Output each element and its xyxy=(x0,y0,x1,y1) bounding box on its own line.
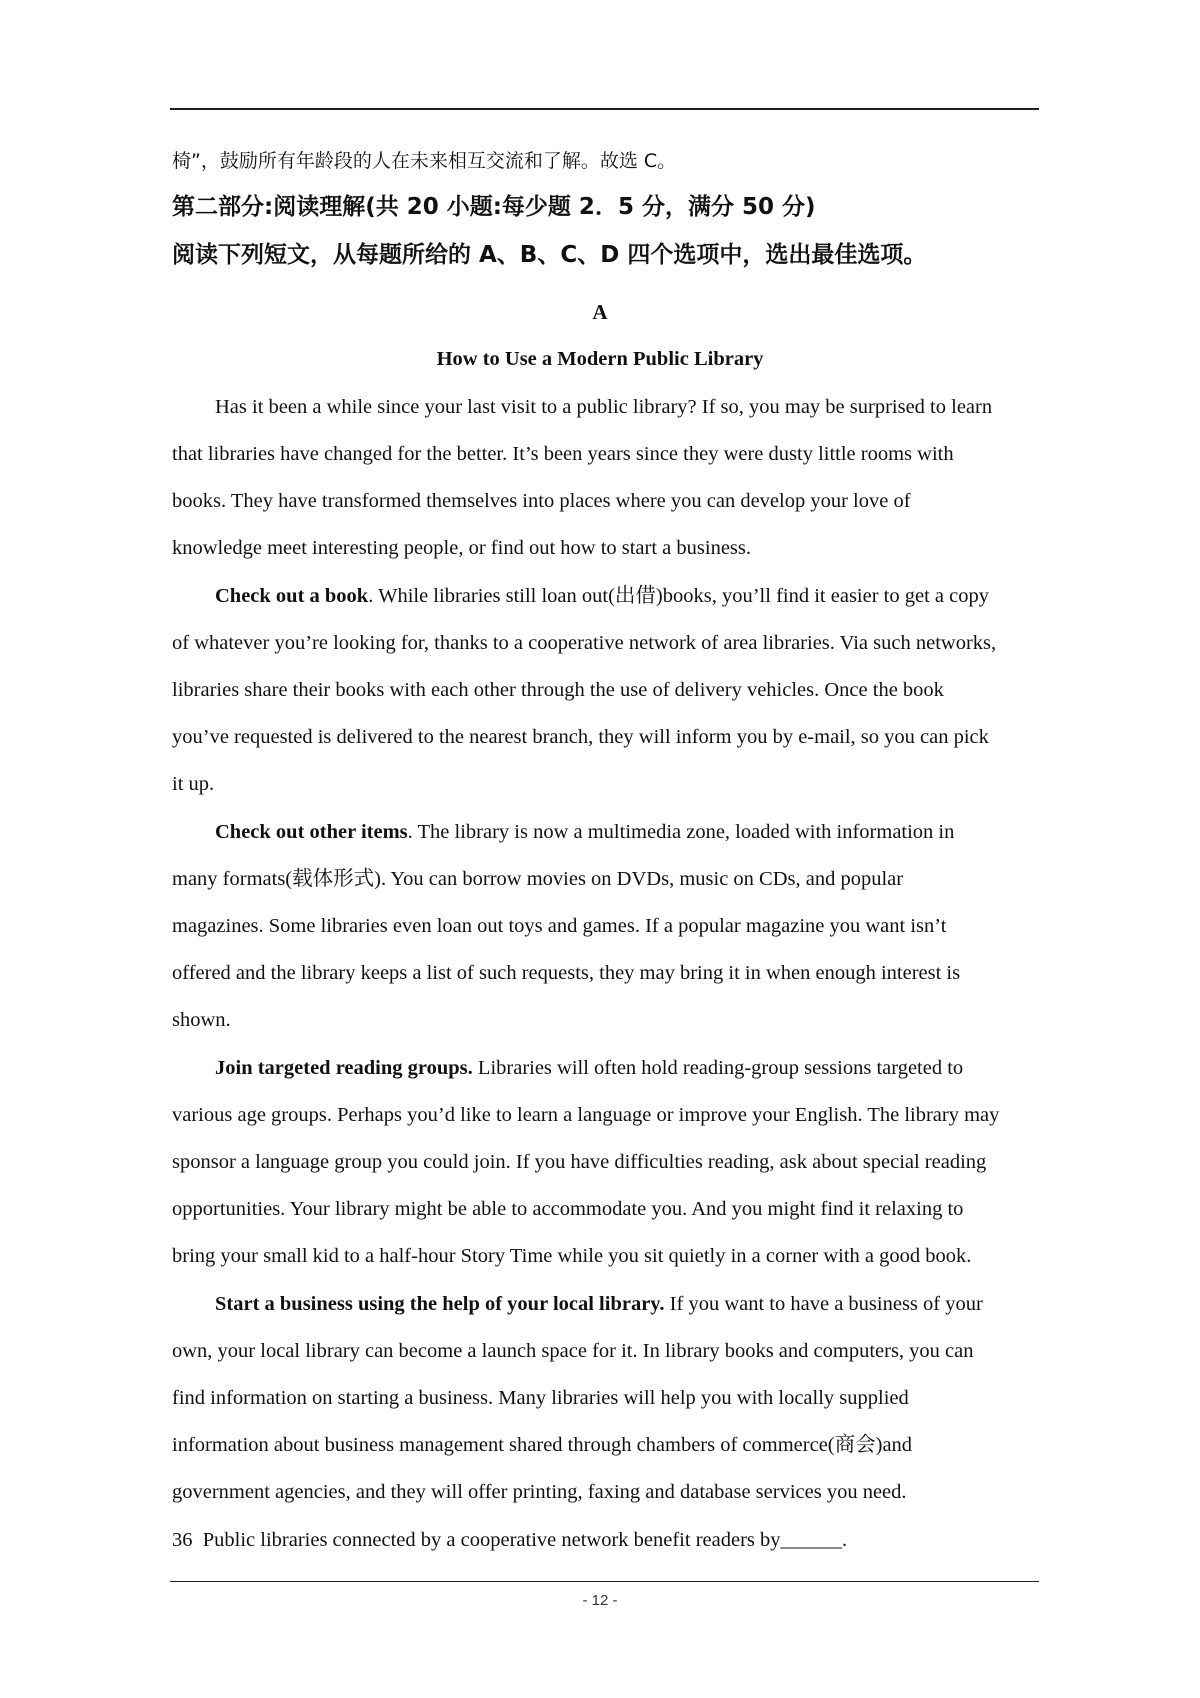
paragraph-text: . The library is now a multimedia zone, loaded with information in xyxy=(407,821,955,843)
question-text: Public libraries connected by a cooperative network benefit readers by______. xyxy=(202,1529,848,1551)
paragraph-line: government agencies, and they will offer printing, faxing and database services you need. xyxy=(172,1481,907,1503)
question-36 xyxy=(172,1526,847,1554)
paragraph-line: information about business management shared through chambers of commerce(商会)and xyxy=(172,1434,913,1456)
paragraph-line: own, your local library can become a launch space for it. In library books and computers, you can xyxy=(172,1340,974,1362)
paragraph-heading: Join targeted reading groups. xyxy=(215,1057,473,1079)
paragraph-line: of whatever you’re looking for, thanks to a cooperative network of area libraries. Via such networks, xyxy=(172,632,997,654)
paragraph-heading: Start a business using the help of your local library. xyxy=(215,1293,665,1315)
footer-rule xyxy=(170,1581,1039,1582)
intro-line: books. They have transformed themselves into places where you can develop your love of xyxy=(172,490,911,512)
intro-line: Has it been a while since your last visit to a public library? If so, you may be surprised to learn xyxy=(215,396,993,418)
paragraph-line: bring your small kid to a half-hour Story Time while you sit quietly in a corner with a good book. xyxy=(172,1245,972,1267)
paragraph-book-first-line xyxy=(215,582,989,610)
paragraph-line: various age groups. Perhaps you’d like to learn a language or improve your English. The library may xyxy=(172,1104,1000,1126)
paragraph-groups-first-line xyxy=(215,1054,963,1082)
paragraph-line: find information on starting a business. Many libraries will help you with locally supplied xyxy=(172,1387,909,1409)
question-number: 36 xyxy=(172,1529,193,1551)
paragraph-line: sponsor a language group you could join. If you have difficulties reading, ask about special reading xyxy=(172,1151,987,1173)
paragraph-line: magazines. Some libraries even loan out toys and games. If a popular magazine you want isn’t xyxy=(172,915,947,937)
passage-letter: A xyxy=(592,300,608,324)
paragraph-line: many formats(载体形式). You can borrow movies on DVDs, music on CDs, and popular xyxy=(172,868,904,890)
header-rule xyxy=(170,108,1039,110)
paragraph-heading: Check out a book xyxy=(215,585,369,607)
paragraph-line: opportunities. Your library might be able to accommodate you. And you might find it relaxing to xyxy=(172,1198,964,1220)
paragraph-text: . While libraries still loan out(出借)books, you’ll find it easier to get a copy xyxy=(368,585,989,607)
paragraph-line: libraries share their books with each other through the use of delivery vehicles. Once the book xyxy=(172,679,944,701)
paragraph-line: offered and the library keeps a list of such requests, they may bring it in when enough interest is xyxy=(172,962,961,984)
answer-continuation: 椅”，鼓励所有年龄段的人在未来相互交流和了解。故选 C。 xyxy=(172,150,677,172)
page-number: - 12 - xyxy=(582,1592,618,1609)
paragraph-text: If you want to have a business of your xyxy=(664,1293,983,1315)
section-instruction: 阅读下列短文，从每题所给的 A、B、C、D 四个选项中，选出最佳选项。 xyxy=(172,242,927,268)
intro-line: that libraries have changed for the better. It’s been years since they were dusty little rooms with xyxy=(172,443,954,465)
paragraph-line: you’ve requested is delivered to the nearest branch, they will inform you by e-mail, so you can pick xyxy=(172,726,989,748)
paragraph-text: Libraries will often hold reading-group sessions targeted to xyxy=(472,1057,964,1079)
section-title: 第二部分:阅读理解(共 20 小题:每少题 2．5 分，满分 50 分) xyxy=(172,194,816,220)
passage-title: How to Use a Modern Public Library xyxy=(436,348,764,370)
paragraph-items-first-line xyxy=(215,818,954,846)
paragraph-line: it up. xyxy=(172,773,215,795)
intro-line: knowledge meet interesting people, or find out how to start a business. xyxy=(172,537,752,559)
paragraph-line: shown. xyxy=(172,1009,231,1031)
paragraph-business-first-line xyxy=(215,1290,983,1318)
paragraph-heading: Check out other items xyxy=(215,821,408,843)
